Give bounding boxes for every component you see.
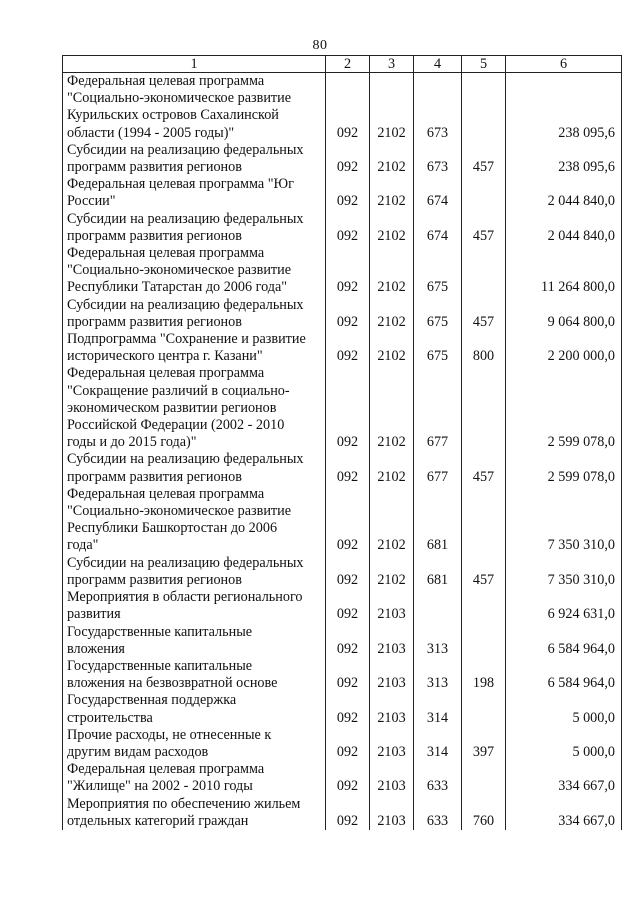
row-description: [63, 624, 326, 658]
table-row: [63, 142, 622, 176]
section-code-cell: 2102: [370, 176, 414, 210]
target-article-code-cell: 674: [414, 176, 462, 210]
table-row: [63, 555, 622, 589]
description-line: исторического центра г. Казани": [67, 348, 263, 365]
expense-type-code-cell: 457: [462, 142, 506, 176]
table-row: [63, 589, 622, 623]
table-row: [63, 176, 622, 210]
section-code-cell: 2102: [370, 142, 414, 176]
expense-type-code-cell: [462, 365, 506, 451]
amount-cell: 11 264 800,0: [506, 245, 622, 297]
row-description: [63, 451, 326, 485]
expense-type-code-cell: [462, 176, 506, 210]
description-line: Субсидии на реализацию федеральных: [67, 296, 304, 313]
description-line: программ развития регионов: [67, 227, 242, 244]
amount-cell: 2 044 840,0: [506, 211, 622, 245]
ministry-code-cell: 092: [326, 297, 370, 331]
table-body: [63, 73, 622, 830]
target-article-code-cell: 673: [414, 142, 462, 176]
expense-type-code-cell: [462, 486, 506, 555]
description-line: вложения на безвозвратной основе: [67, 675, 278, 692]
amount-cell: 5 000,0: [506, 727, 622, 761]
row-description: [63, 555, 326, 589]
column-header-5: 5: [462, 56, 506, 73]
description-line: программ развития регионов: [67, 313, 242, 330]
expense-type-code-cell: 457: [462, 555, 506, 589]
expense-type-code-cell: 198: [462, 658, 506, 692]
row-description: [63, 365, 326, 451]
amount-cell: 5 000,0: [506, 692, 622, 726]
column-header-3: 3: [370, 56, 414, 73]
description-line: Федеральная целевая программа: [67, 485, 265, 502]
table-row: [63, 761, 622, 795]
description-line: программ развития регионов: [67, 468, 242, 485]
description-line: экономическом развитии регионов: [67, 399, 277, 416]
expense-type-code-cell: [462, 73, 506, 142]
target-article-code-cell: 675: [414, 245, 462, 297]
section-code-cell: 2102: [370, 211, 414, 245]
column-header-4: 4: [414, 56, 462, 73]
section-code-cell: 2102: [370, 297, 414, 331]
target-article-code-cell: 677: [414, 365, 462, 451]
amount-cell: 6 584 964,0: [506, 624, 622, 658]
description-line: программ развития регионов: [67, 571, 242, 588]
ministry-code-cell: 092: [326, 331, 370, 365]
section-code-cell: 2102: [370, 365, 414, 451]
target-article-code-cell: 681: [414, 555, 462, 589]
description-line: Мероприятия в области регионального: [67, 589, 303, 606]
section-code-cell: 2102: [370, 331, 414, 365]
row-description: [63, 245, 326, 297]
section-code-cell: 2103: [370, 624, 414, 658]
ministry-code-cell: 092: [326, 589, 370, 623]
table-row: [63, 486, 622, 555]
amount-cell: 334 667,0: [506, 796, 622, 830]
target-article-code-cell: 314: [414, 727, 462, 761]
section-code-cell: 2103: [370, 761, 414, 795]
column-header-1: 1: [63, 56, 326, 73]
description-line: Федеральная целевая программа: [67, 73, 265, 89]
amount-cell: 7 350 310,0: [506, 486, 622, 555]
column-header-6: 6: [506, 56, 622, 73]
budget-table: [62, 55, 622, 830]
ministry-code-cell: 092: [326, 73, 370, 142]
section-code-cell: 2102: [370, 73, 414, 142]
expense-type-code-cell: 457: [462, 211, 506, 245]
table-row: [63, 796, 622, 830]
description-line: Субсидии на реализацию федеральных: [67, 451, 304, 468]
description-line: отдельных категорий граждан: [67, 812, 249, 829]
description-line: года": [67, 537, 99, 554]
description-line: Республики Башкортостан до 2006: [67, 520, 278, 537]
amount-cell: 2 200 000,0: [506, 331, 622, 365]
ministry-code-cell: 092: [326, 486, 370, 555]
row-description: [63, 331, 326, 365]
table-row: [63, 297, 622, 331]
section-code-cell: 2102: [370, 451, 414, 485]
target-article-code-cell: 675: [414, 331, 462, 365]
section-code-cell: 2103: [370, 658, 414, 692]
description-line: области (1994 - 2005 годы)": [67, 124, 235, 141]
table-row: [63, 451, 622, 485]
expense-type-code-cell: [462, 761, 506, 795]
ministry-code-cell: 092: [326, 761, 370, 795]
description-line: Субсидии на реализацию федеральных: [67, 141, 304, 158]
ministry-code-cell: 092: [326, 365, 370, 451]
row-description: [63, 761, 326, 795]
description-line: "Сокращение различий в социально-: [67, 382, 290, 399]
description-line: Республики Татарстан до 2006 года": [67, 279, 288, 296]
target-article-code-cell: [414, 589, 462, 623]
table-row: [63, 73, 622, 142]
description-line: Федеральная целевая программа: [67, 761, 265, 778]
description-line: "Социально-экономическое развитие: [67, 503, 291, 520]
ministry-code-cell: 092: [326, 624, 370, 658]
table-row: [63, 624, 622, 658]
section-code-cell: 2103: [370, 692, 414, 726]
expense-type-code-cell: 397: [462, 727, 506, 761]
row-description: [63, 692, 326, 726]
row-description: [63, 73, 326, 142]
target-article-code-cell: 675: [414, 297, 462, 331]
description-line: Федеральная целевая программа "Юг: [67, 176, 294, 193]
ministry-code-cell: 092: [326, 245, 370, 297]
description-line: программ развития регионов: [67, 159, 242, 176]
amount-cell: 238 095,6: [506, 73, 622, 142]
target-article-code-cell: 674: [414, 211, 462, 245]
expense-type-code-cell: [462, 245, 506, 297]
row-description: [63, 589, 326, 623]
description-line: России": [67, 193, 116, 210]
amount-cell: 2 044 840,0: [506, 176, 622, 210]
table-row: [63, 365, 622, 451]
description-line: Подпрограмма "Сохранение и развитие: [67, 331, 306, 348]
amount-cell: 7 350 310,0: [506, 555, 622, 589]
table-row: [63, 331, 622, 365]
ministry-code-cell: 092: [326, 142, 370, 176]
target-article-code-cell: 681: [414, 486, 462, 555]
expense-type-code-cell: 800: [462, 331, 506, 365]
description-line: Российской Федерации (2002 - 2010: [67, 417, 285, 434]
amount-cell: 6 924 631,0: [506, 589, 622, 623]
description-line: Субсидии на реализацию федеральных: [67, 210, 304, 227]
description-line: Курильских островов Сахалинской: [67, 107, 279, 124]
amount-cell: 6 584 964,0: [506, 658, 622, 692]
description-line: вложения: [67, 640, 125, 657]
expense-type-code-cell: 457: [462, 297, 506, 331]
page-number: 80: [312, 38, 328, 53]
ministry-code-cell: 092: [326, 658, 370, 692]
ministry-code-cell: 092: [326, 692, 370, 726]
row-description: [63, 727, 326, 761]
section-code-cell: 2103: [370, 796, 414, 830]
table-row: [63, 245, 622, 297]
description-line: "Социально-экономическое развитие: [67, 262, 291, 279]
description-line: другим видам расходов: [67, 743, 209, 760]
table-row: [63, 692, 622, 726]
expense-type-code-cell: 760: [462, 796, 506, 830]
target-article-code-cell: 313: [414, 658, 462, 692]
row-description: [63, 211, 326, 245]
description-line: годы и до 2015 года)": [67, 434, 197, 451]
expense-type-code-cell: [462, 589, 506, 623]
description-line: Государственные капитальные: [67, 657, 253, 674]
row-description: [63, 297, 326, 331]
description-line: развития: [67, 606, 121, 623]
description-line: Прочие расходы, не отнесенные к: [67, 726, 272, 743]
description-line: Государственные капитальные: [67, 623, 253, 640]
table-row: [63, 727, 622, 761]
column-header-2: 2: [326, 56, 370, 73]
description-line: Государственная поддержка: [67, 692, 237, 709]
section-code-cell: 2102: [370, 486, 414, 555]
row-description: [63, 486, 326, 555]
ministry-code-cell: 092: [326, 176, 370, 210]
ministry-code-cell: 092: [326, 727, 370, 761]
table-row: [63, 658, 622, 692]
target-article-code-cell: 673: [414, 73, 462, 142]
amount-cell: 2 599 078,0: [506, 365, 622, 451]
expense-type-code-cell: [462, 624, 506, 658]
description-line: строительства: [67, 709, 153, 726]
description-line: Субсидии на реализацию федеральных: [67, 554, 304, 571]
description-line: "Социально-экономическое развитие: [67, 90, 291, 107]
target-article-code-cell: 314: [414, 692, 462, 726]
table-row: [63, 211, 622, 245]
ministry-code-cell: 092: [326, 211, 370, 245]
row-description: [63, 796, 326, 830]
row-description: [63, 658, 326, 692]
ministry-code-cell: 092: [326, 796, 370, 830]
section-code-cell: 2103: [370, 727, 414, 761]
description-line: Федеральная целевая программа: [67, 245, 265, 262]
row-description: [63, 176, 326, 210]
description-line: Федеральная целевая программа: [67, 365, 265, 382]
description-line: Мероприятия по обеспечению жильем: [67, 795, 301, 812]
ministry-code-cell: 092: [326, 555, 370, 589]
target-article-code-cell: 677: [414, 451, 462, 485]
row-description: [63, 142, 326, 176]
amount-cell: 238 095,6: [506, 142, 622, 176]
section-code-cell: 2103: [370, 589, 414, 623]
section-code-cell: 2102: [370, 245, 414, 297]
ministry-code-cell: 092: [326, 451, 370, 485]
target-article-code-cell: 633: [414, 796, 462, 830]
section-code-cell: 2102: [370, 555, 414, 589]
amount-cell: 2 599 078,0: [506, 451, 622, 485]
expense-type-code-cell: 457: [462, 451, 506, 485]
amount-cell: 9 064 800,0: [506, 297, 622, 331]
expense-type-code-cell: [462, 692, 506, 726]
target-article-code-cell: 633: [414, 761, 462, 795]
description-line: "Жилище" на 2002 - 2010 годы: [67, 778, 253, 795]
table-header-row: [63, 56, 622, 73]
target-article-code-cell: 313: [414, 624, 462, 658]
amount-cell: 334 667,0: [506, 761, 622, 795]
